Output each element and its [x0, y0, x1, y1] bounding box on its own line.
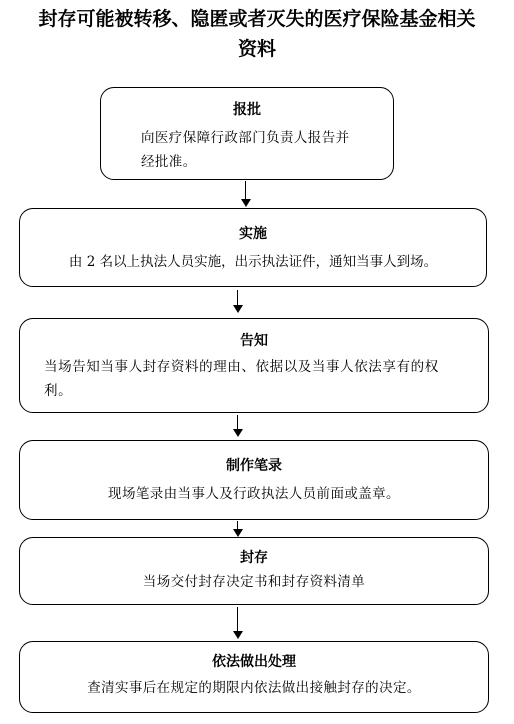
- step-implement-box: [19, 208, 487, 287]
- step-decision-heading: 依法做出处理: [212, 654, 296, 670]
- title-line-2: 资料: [237, 38, 276, 60]
- step-record-box: [19, 440, 489, 520]
- step-implement-heading: 实施: [239, 226, 267, 242]
- page-title: [0, 4, 514, 64]
- arrow-down-icon: [232, 415, 244, 439]
- step-seal-description: 当场交付封存决定书和封存资料清单: [142, 574, 366, 590]
- title-line-1: 封存可能被转移、隐匿或者灭失的医疗保险基金相关: [38, 8, 476, 30]
- step-seal-box: [19, 537, 489, 605]
- step-decision-box: [19, 641, 489, 713]
- step-decision-description: 查清实事后在规定的期限内依法做出接触封存的决定。: [87, 680, 421, 696]
- step-notify-box: [19, 318, 489, 413]
- step-record-description: 现场笔录由当事人及行政执法人员前面或盖章。: [108, 486, 400, 502]
- step-notify-description: 当场告知当事人封存资料的理由、依据以及当事人依法享有的权利。: [44, 359, 439, 399]
- step-notify-heading: 告知: [240, 333, 268, 349]
- step-record-heading: 制作笔录: [226, 458, 282, 474]
- arrow-down-icon: [240, 181, 252, 207]
- arrow-down-icon: [232, 521, 244, 537]
- arrow-down-icon: [232, 290, 244, 314]
- step-seal-heading: 封存: [240, 550, 268, 566]
- step-approval-box: [100, 87, 394, 180]
- arrow-down-icon: [232, 607, 244, 641]
- step-implement-description: 由 2 名以上执法人员实施，出示执法证件，通知当事人到场。: [68, 254, 438, 270]
- step-approval-description: 向医疗保障行政部门负责人报告并经批准。: [141, 130, 350, 170]
- step-approval-heading: 报批: [233, 102, 261, 118]
